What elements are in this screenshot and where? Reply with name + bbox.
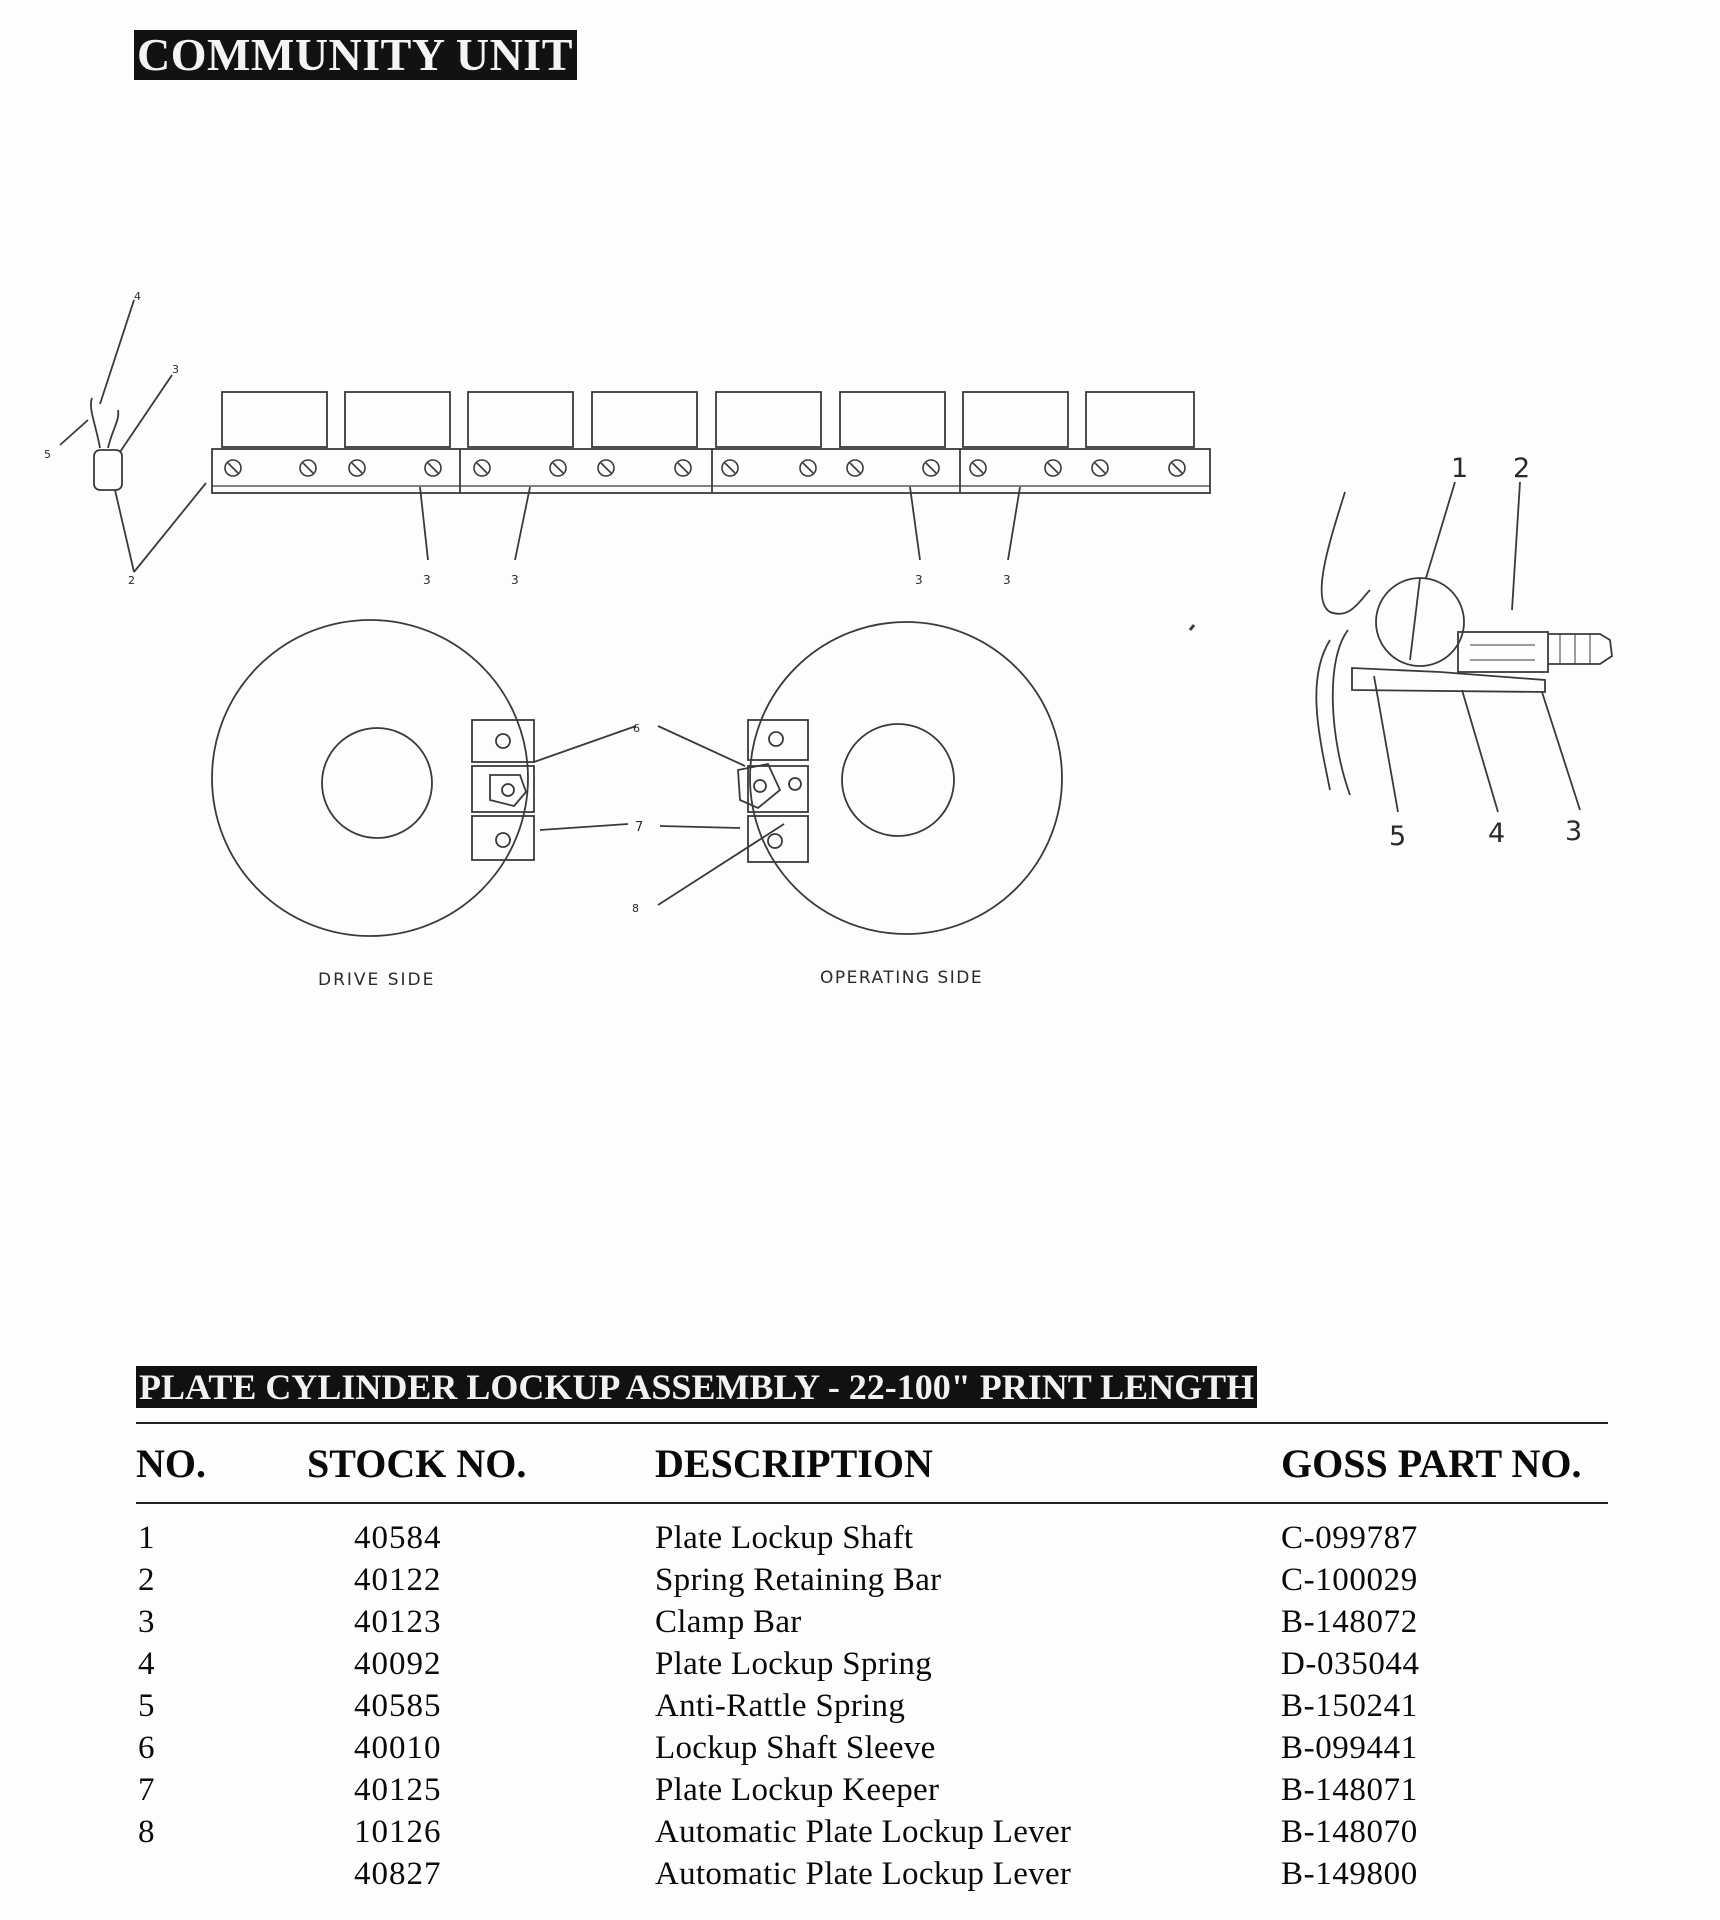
callout-label: 3 <box>1565 816 1583 847</box>
callout-label: 1 <box>1451 453 1469 484</box>
row-goss: B-099441 <box>1281 1730 1418 1766</box>
row-goss: B-148070 <box>1281 1814 1418 1850</box>
callout-label: 4 <box>134 290 141 303</box>
row-stock: 40585 <box>354 1688 442 1724</box>
callout-label: 3 <box>423 573 431 587</box>
row-description: Automatic Plate Lockup Lever <box>655 1814 1072 1850</box>
row-description: Plate Lockup Shaft <box>655 1520 914 1556</box>
row-no: 7 <box>138 1772 155 1808</box>
drive-side-cylinder <box>212 620 528 936</box>
row-description: Automatic Plate Lockup Lever <box>655 1856 1072 1892</box>
column-header-no: NO. <box>136 1441 206 1486</box>
callout-label: 5 <box>1389 821 1407 852</box>
table-top-rule <box>136 1422 1608 1424</box>
table-row <box>0 1727 1720 1769</box>
row-goss: B-150241 <box>1281 1688 1418 1724</box>
row-stock: 40827 <box>354 1856 442 1892</box>
callout-label: 3 <box>1003 573 1011 587</box>
row-goss: D-035044 <box>1281 1646 1420 1682</box>
clamp-bar-blocks <box>222 392 1194 447</box>
unit-title: COMMUNITY UNIT <box>134 30 577 80</box>
row-description: Clamp Bar <box>655 1604 802 1640</box>
row-description: Spring Retaining Bar <box>655 1562 942 1598</box>
callout-label: 2 <box>128 574 135 587</box>
lockup-shaft-detail <box>1322 492 1370 614</box>
row-no: 4 <box>138 1646 155 1682</box>
row-no: 3 <box>138 1604 155 1640</box>
row-goss: C-099787 <box>1281 1520 1418 1556</box>
callout-label: 3 <box>511 573 519 587</box>
table-row <box>0 1601 1720 1643</box>
callout-label: 6 <box>633 722 640 735</box>
row-no: 2 <box>138 1562 155 1598</box>
table-header-rule <box>136 1502 1608 1504</box>
table-row <box>0 1769 1720 1811</box>
diagram-callouts <box>44 290 1582 990</box>
row-no: 5 <box>138 1688 155 1724</box>
column-header-stock: STOCK NO. <box>307 1441 527 1486</box>
column-header-description: DESCRIPTION <box>655 1441 933 1486</box>
row-stock: 40123 <box>354 1604 442 1640</box>
parts-table-title: PLATE CYLINDER LOCKUP ASSEMBLY - 22-100" PRINT LENGTH <box>136 1366 1257 1408</box>
row-description: Anti-Rattle Spring <box>655 1688 906 1724</box>
callout-label: 4 <box>1488 818 1506 849</box>
table-row <box>0 1517 1720 1559</box>
callout-label: 7 <box>635 820 644 835</box>
column-header-goss: GOSS PART NO. <box>1281 1441 1582 1486</box>
table-row <box>0 1853 1720 1895</box>
operating-side-label: OPERATING SIDE <box>820 968 984 988</box>
row-goss: B-148072 <box>1281 1604 1418 1640</box>
row-no: 1 <box>138 1520 155 1556</box>
table-row <box>0 1643 1720 1685</box>
table-row <box>0 1811 1720 1853</box>
table-row <box>0 1559 1720 1601</box>
callout-label: 3 <box>172 363 179 376</box>
callout-label: 3 <box>915 573 923 587</box>
row-goss: B-149800 <box>1281 1856 1418 1892</box>
callout-label: 8 <box>632 902 639 915</box>
row-no: 8 <box>138 1814 155 1850</box>
row-description: Plate Lockup Spring <box>655 1646 932 1682</box>
row-goss: C-100029 <box>1281 1562 1418 1598</box>
row-stock: 40122 <box>354 1562 442 1598</box>
row-stock: 10126 <box>354 1814 442 1850</box>
row-no: 6 <box>138 1730 155 1766</box>
row-description: Plate Lockup Keeper <box>655 1772 940 1808</box>
row-stock: 40010 <box>354 1730 442 1766</box>
table-row <box>0 1685 1720 1727</box>
row-description: Lockup Shaft Sleeve <box>655 1730 936 1766</box>
row-goss: B-148071 <box>1281 1772 1418 1808</box>
row-stock: 40092 <box>354 1646 442 1682</box>
callout-label: 5 <box>44 448 51 461</box>
row-stock: 40584 <box>354 1520 442 1556</box>
callout-label: 2 <box>1513 453 1531 484</box>
row-stock: 40125 <box>354 1772 442 1808</box>
drive-side-label: DRIVE SIDE <box>318 970 436 990</box>
